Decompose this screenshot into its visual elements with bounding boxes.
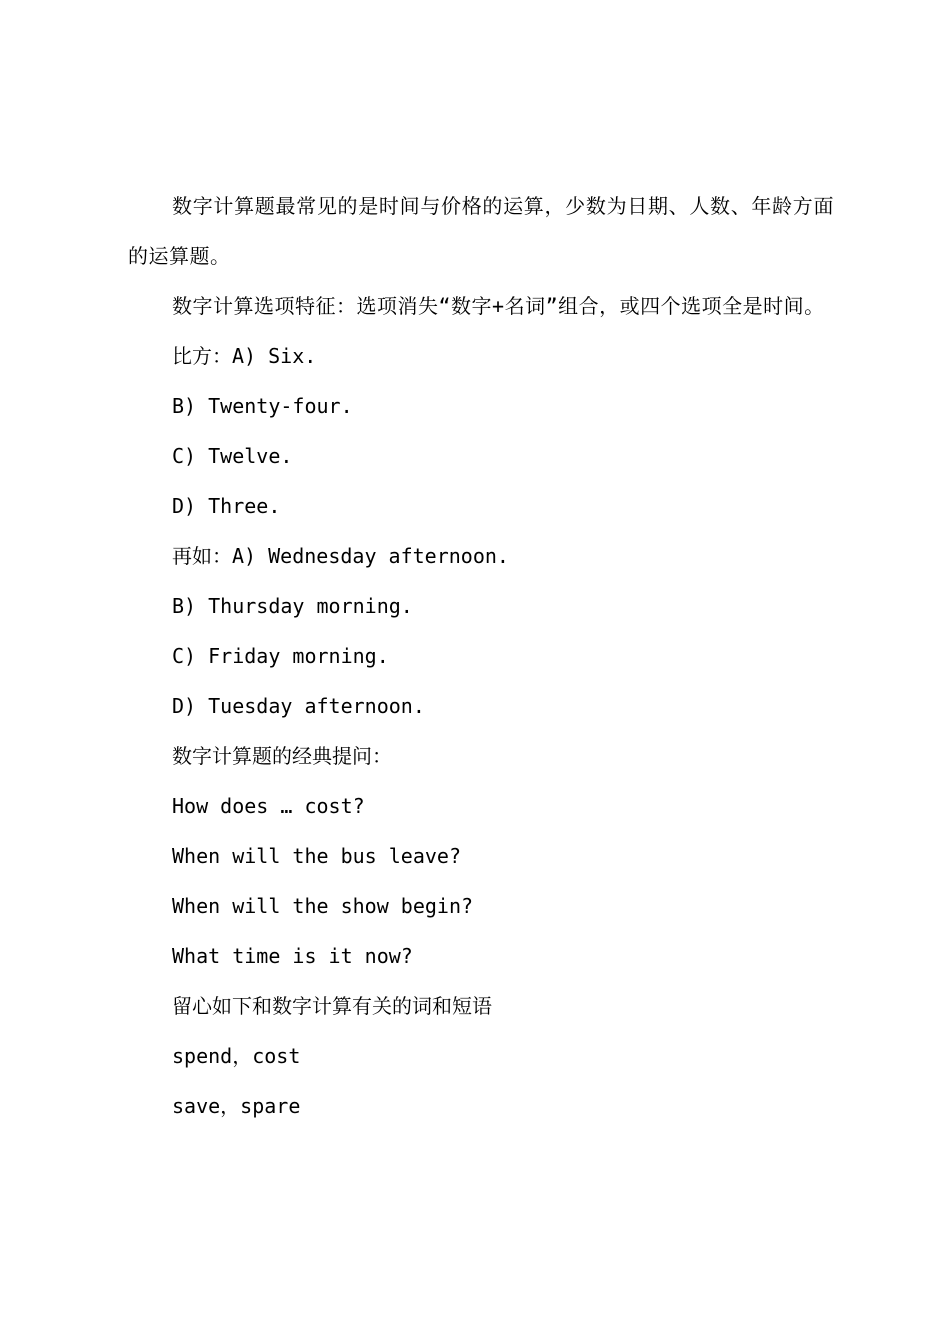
example1-option-c: C) Twelve. <box>172 444 293 468</box>
paragraph-intro: 数字计算题最常见的是时间与价格的运算，少数为日期、人数、年龄方面的运算题。 <box>128 194 834 268</box>
document-body <box>128 181 834 1131</box>
question-bus-leave: When will the bus leave? <box>172 844 461 868</box>
words-save-spare: save，spare <box>172 1094 301 1118</box>
example2-option-b: B) Thursday morning. <box>172 594 413 618</box>
paragraph-classic-questions: 数字计算题的经典提问： <box>172 744 392 768</box>
question-time-now: What time is it now? <box>172 944 413 968</box>
question-show-begin: When will the show begin? <box>172 894 474 918</box>
words-spend-cost: spend，cost <box>172 1044 301 1068</box>
example2-option-c: C) Friday morning. <box>172 644 389 668</box>
example1-option-d: D) Three. <box>172 494 281 518</box>
question-cost: How does … cost? <box>172 794 365 818</box>
example2-option-a: 再如：A) Wednesday afternoon. <box>172 544 509 568</box>
example1-option-b: B) Twenty-four. <box>172 394 353 418</box>
example1-option-a: 比方：A) Six. <box>172 344 317 368</box>
paragraph-related-words: 留心如下和数字计算有关的词和短语 <box>172 994 492 1018</box>
paragraph-option-features: 数字计算选项特征：选项消失“数字+名词”组合，或四个选项全是时间。 <box>172 294 825 318</box>
example2-option-d: D) Tuesday afternoon. <box>172 694 425 718</box>
